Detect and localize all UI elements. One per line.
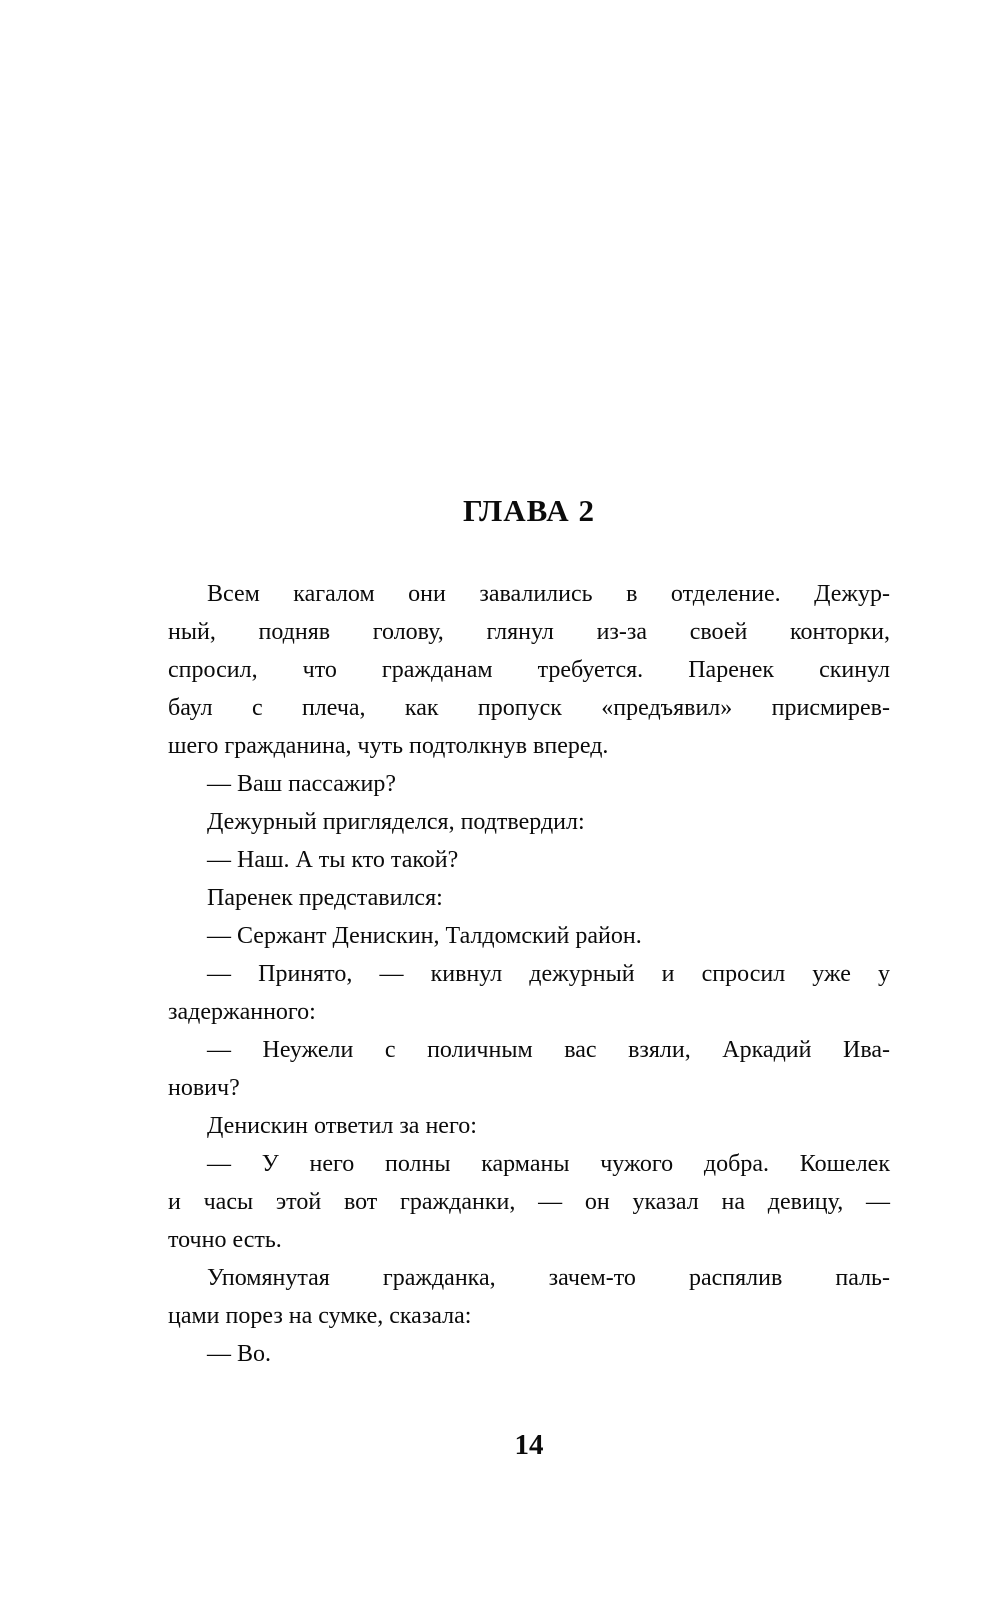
text-line: — Во. bbox=[207, 1341, 272, 1367]
text-line: ный, подняв голову, глянул из-за своей конторки, bbox=[168, 619, 890, 645]
text-line: и часы этой вот гражданки, — он указал на девицу, — bbox=[168, 1189, 890, 1215]
text-line: шего гражданина, чуть подтолкнув вперед. bbox=[168, 733, 609, 759]
text-line: Дежурный пригляделся, подтвердил: bbox=[207, 809, 585, 835]
text-line: Всем кагалом они завалились в отделение. Дежур- bbox=[207, 581, 890, 607]
text-line: — Ваш пассажир? bbox=[207, 771, 396, 797]
text-line: задержанного: bbox=[168, 999, 316, 1025]
text-line: спросил, что гражданам требуется. Паренек скинул bbox=[168, 657, 890, 683]
text-line: цами порез на сумке, сказала: bbox=[168, 1303, 472, 1329]
page-number: 14 bbox=[514, 1429, 544, 1461]
text-line: — Наш. А ты кто такой? bbox=[207, 847, 459, 873]
text-line: — Неужели с поличным вас взяли, Аркадий Ива- bbox=[207, 1037, 890, 1063]
text-line: баул с плеча, как пропуск «предъявил» присмирев- bbox=[168, 695, 890, 721]
text-line: Упомянутая гражданка, зачем-то распялив паль- bbox=[207, 1265, 890, 1291]
text-line: Паренек представился: bbox=[207, 885, 443, 911]
text-line: точно есть. bbox=[168, 1227, 282, 1253]
text-line: — У него полны карманы чужого добра. Кошелек bbox=[207, 1151, 890, 1177]
text-line: — Сержант Денискин, Талдомский район. bbox=[207, 923, 642, 949]
chapter-title: ГЛАВА 2 bbox=[463, 493, 595, 528]
text-block bbox=[168, 575, 890, 1373]
text-line: Денискин ответил за него: bbox=[207, 1113, 477, 1139]
text-line: нович? bbox=[168, 1075, 240, 1101]
text-line: — Принято, — кивнул дежурный и спросил уже у bbox=[207, 961, 890, 987]
